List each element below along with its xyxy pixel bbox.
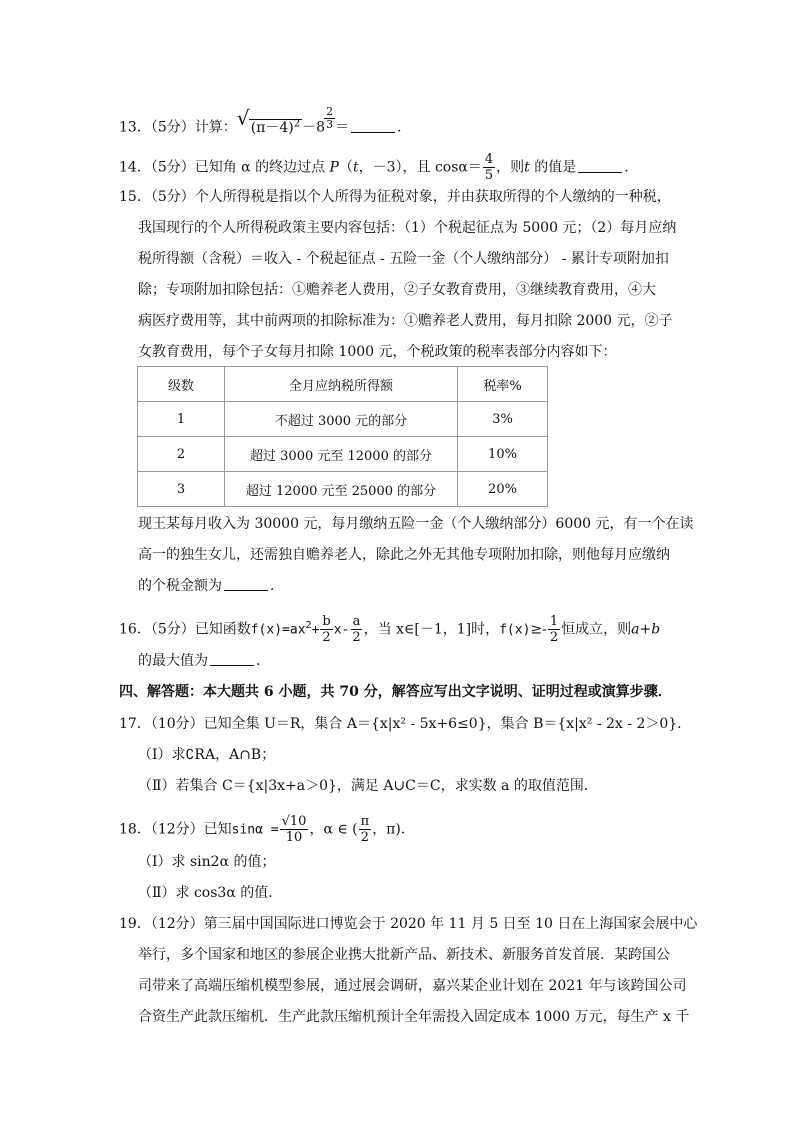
- table-row: [138, 437, 548, 472]
- table-cell: 超过 12000 元至 25000 的部分: [225, 472, 458, 507]
- q15-line-2: 我国现行的个人所得税政策主要内容包括：（1）个税起征点为 5000 元；（2）每月应纳: [138, 220, 677, 236]
- question-17: 17．（10分）已知全集 U＝R，集合 A＝{x|x² - 5x+6≤0}，集合 B＝{x|x² - 2x - 2＞0}．: [119, 716, 692, 732]
- answer-blank: [351, 118, 395, 133]
- answer-blank: [578, 158, 622, 173]
- table-cell: 不超过 3000 元的部分: [225, 402, 458, 437]
- q19-line-3: 司带来了高端压缩机模型参展，通过展会调研，嘉兴某企业计划在 2021 年与该跨国公司: [138, 978, 687, 994]
- table-header-row: [138, 367, 548, 402]
- q15-line-3: 税所得额（含税）＝收入 - 个税起征点 - 五险一金（个人缴纳部分） - 累计专项附加扣: [138, 251, 669, 267]
- table-cell: 2: [138, 437, 225, 472]
- table-cell: 1: [138, 402, 225, 437]
- question-16: 16．（5分）已知函数$f(x)=ax^2+$ $\frac{b}{2}$ x- $\frac{a}{2}$ ，当 x∈[－1，1]时，f(x)≥- $\frac{1}{2}$ 恒成立，则a+b: [119, 614, 661, 645]
- q19-line-2: 举行，多个国家和地区的参展企业携大批新产品、新技术、新服务首发首展．某跨国公: [138, 947, 670, 963]
- fraction: $\frac{4}{5}$: [484, 152, 494, 183]
- q15-line-4: 除；专项附加扣除包括：①赡养老人费用，②子女教育费用，③继续教育费用，④大: [138, 282, 656, 298]
- sqrt-expression: √ $(\pi-4)^2$: [236, 106, 301, 136]
- q15-line-5: 病医疗费用等，其中前两项的扣除标准为：①赡养老人费用，每月扣除 2000 元，②子: [138, 313, 673, 329]
- q15-line-6: 女教育费用，每个子女每月扣除 1000 元，个税政策的税率表部分内容如下：: [138, 344, 617, 360]
- section-heading: 四、解答题：本大题共 6 小题，共 70 分，解答应写出文字说明、证明过程或演算步骤．: [119, 684, 672, 700]
- question-18-part-2: （Ⅱ）求 cos3α 的值．: [138, 885, 283, 901]
- table-header: 全月应纳税所得额: [225, 367, 458, 402]
- answer-blank: [224, 576, 268, 591]
- q15-after-3: 的个税金额为 ．: [138, 578, 284, 594]
- table-cell: 10%: [458, 437, 548, 472]
- table-row: [138, 472, 548, 507]
- table-header: 级数: [138, 367, 225, 402]
- tax-rate-table: [137, 366, 548, 507]
- q19-line-1: 19．（12分）第三届中国国际进口博览会于 2020 年 11 月 5 日至 10 日在上海国家会展中心: [119, 916, 698, 932]
- table-cell: 20%: [458, 472, 548, 507]
- question-18: 18．（12分）已知sinα = $\frac{√10}{10}$ ，α ∈ ( $\frac{\pi}{2}$ ，π)．: [119, 814, 415, 845]
- question-13: 13．（5分）计算： √ $(\pi-4)^2 -8$ $\frac{2}{3}$ ＝ ．: [119, 104, 412, 136]
- question-18-part-1: （Ⅰ）求 sin2α 的值；: [138, 854, 276, 870]
- q19-line-4: 合资生产此款压缩机．生产此款压缩机预计全年需投入固定成本 1000 万元，每生产 x 千: [138, 1009, 690, 1025]
- table-row: [138, 402, 548, 437]
- table-header: 税率%: [458, 367, 548, 402]
- q15-after-2: 高一的独生女儿，还需独自赡养老人，除此之外无其他专项附加扣除，则他每月应缴纳: [138, 547, 670, 563]
- question-17-part-2: （Ⅱ）若集合 C＝{x|3x+a＞0}，满足 A∪C＝C，求实数 a 的取值范围．: [138, 778, 598, 794]
- question-17-part-1: （Ⅰ）求∁RA，A∩B；: [138, 747, 276, 763]
- q15-after-1: 现王某每月收入为 30000 元，每月缴纳五险一金（个人缴纳部分）6000 元，有一个在读: [138, 516, 694, 532]
- table-cell: 3%: [458, 402, 548, 437]
- question-14: 14．（5分）已知角 α 的终边过点 P（t，－3），且 cosα＝ $\frac{4}{5}$ ，则t 的值是 ．: [119, 152, 639, 183]
- question-16-line-2: 的最大值为 ．: [138, 653, 270, 669]
- answer-blank: [210, 651, 254, 666]
- q15-line-1: 15．（5分）个人所得税是指以个人所得为征税对象，并由获取所得的个人缴纳的一种税，: [119, 189, 671, 205]
- table-cell: 3: [138, 472, 225, 507]
- table-cell: 超过 3000 元至 12000 的部分: [225, 437, 458, 472]
